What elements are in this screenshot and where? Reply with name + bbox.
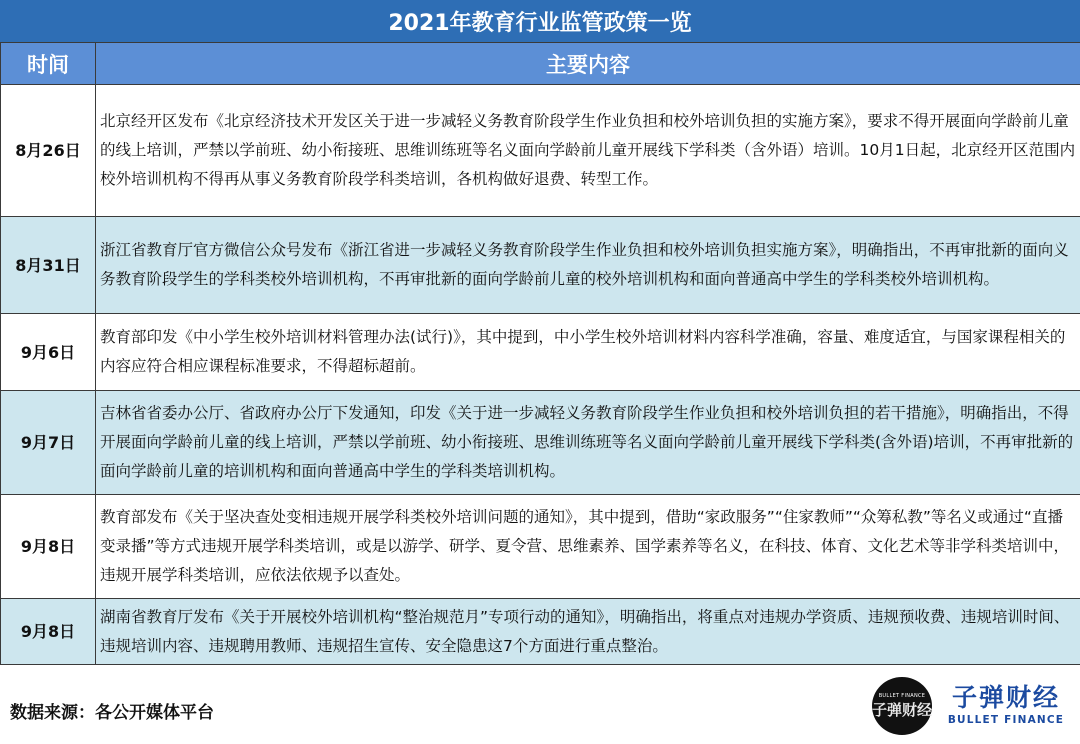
row-content: 教育部印发《中小学生校外培训材料管理办法(试行)》，其中提到，中小学生校外培训材料内容科学准确，容量、难度适宜，与国家课程相关的内容应符合相应课程标准要求，不得超标超前。 xyxy=(96,314,1080,391)
row-content: 湖南省教育厅发布《关于开展校外培训机构“整治规范月”专项行动的通知》，明确指出，将重点对违规办学资质、违规预收费、违规培训时间、违规培训内容、违规聘用教师、违规招生宣传、安全隐患这7个方面进行重点整治。 xyxy=(96,599,1080,665)
row-date: 9月8日 xyxy=(1,599,96,665)
table-row xyxy=(1,85,1080,217)
header-time: 时间 xyxy=(1,43,96,85)
row-content: 吉林省省委办公厅、省政府办公厅下发通知，印发《关于进一步减轻义务教育阶段学生作业负担和校外培训负担的若干措施》，明确指出，不得开展面向学龄前儿童的线上培训，严禁以学前班、幼小衔接班、思维训练班等名义面向学龄前儿童开展线下学科类(含外语)培训，不再审批新的面向学龄前儿童的培训机构和面向普通高中学生的学科类培训机构。 xyxy=(96,391,1080,495)
row-date: 8月26日 xyxy=(1,85,96,217)
row-content: 北京经开区发布《北京经济技术开发区关于进一步减轻义务教育阶段学生作业负担和校外培训负担的实施方案》，要求不得开展面向学龄前儿童的线上培训，严禁以学前班、幼小衔接班、思维训练班等名义面向学龄前儿童开展线下学科类（含外语）培训。10月1日起，北京经开区范围内校外培训机构不得再从事义务教育阶段学科类培训，各机构做好退费、转型工作。 xyxy=(96,85,1080,217)
logo-wordmark xyxy=(940,683,1072,727)
bullet-finance-logo-icon xyxy=(872,677,932,735)
header-row xyxy=(1,43,1080,85)
row-date: 8月31日 xyxy=(1,217,96,314)
table-row xyxy=(1,217,1080,314)
logo-name-cn: 子弹财经 xyxy=(951,683,1060,712)
logo-name-en: BULLET FINANCE xyxy=(947,714,1065,726)
table-row xyxy=(1,391,1080,495)
logo-badge-top-text: BULLET FINANCE xyxy=(878,692,926,699)
row-date: 9月7日 xyxy=(1,391,96,495)
row-content: 浙江省教育厅官方微信公众号发布《浙江省进一步减轻义务教育阶段学生作业负担和校外培训负担实施方案》，明确指出，不再审批新的面向义务教育阶段学生的学科类校外培训机构，不再审批新的面向学龄前儿童的校外培训机构和面向普通高中学生的学科类校外培训机构。 xyxy=(96,217,1080,314)
logo-badge-main-text: 子弹财经 xyxy=(872,700,933,719)
header-content: 主要内容 xyxy=(96,43,1080,85)
table-row xyxy=(1,599,1080,665)
row-content: 教育部发布《关于坚决查处变相违规开展学科类校外培训问题的通知》，其中提到，借助“家政服务”“住家教师”“众筹私教”等名义或通过“直播变录播”等方式违规开展学科类培训，或是以游学、研学、夏令营、思维素养、国学素养等名义，在科技、体育、文化艺术等非学科类培训中，违规开展学科类培训，应依法依规予以查处。 xyxy=(96,495,1080,599)
table-row xyxy=(1,314,1080,391)
policy-table xyxy=(0,42,1080,665)
row-date: 9月6日 xyxy=(1,314,96,391)
table-row xyxy=(1,495,1080,599)
table-title: 2021年教育行业监管政策一览 xyxy=(0,0,1080,42)
row-date: 9月8日 xyxy=(1,495,96,599)
data-source-note: 数据来源：各公开媒体平台 xyxy=(10,703,214,723)
